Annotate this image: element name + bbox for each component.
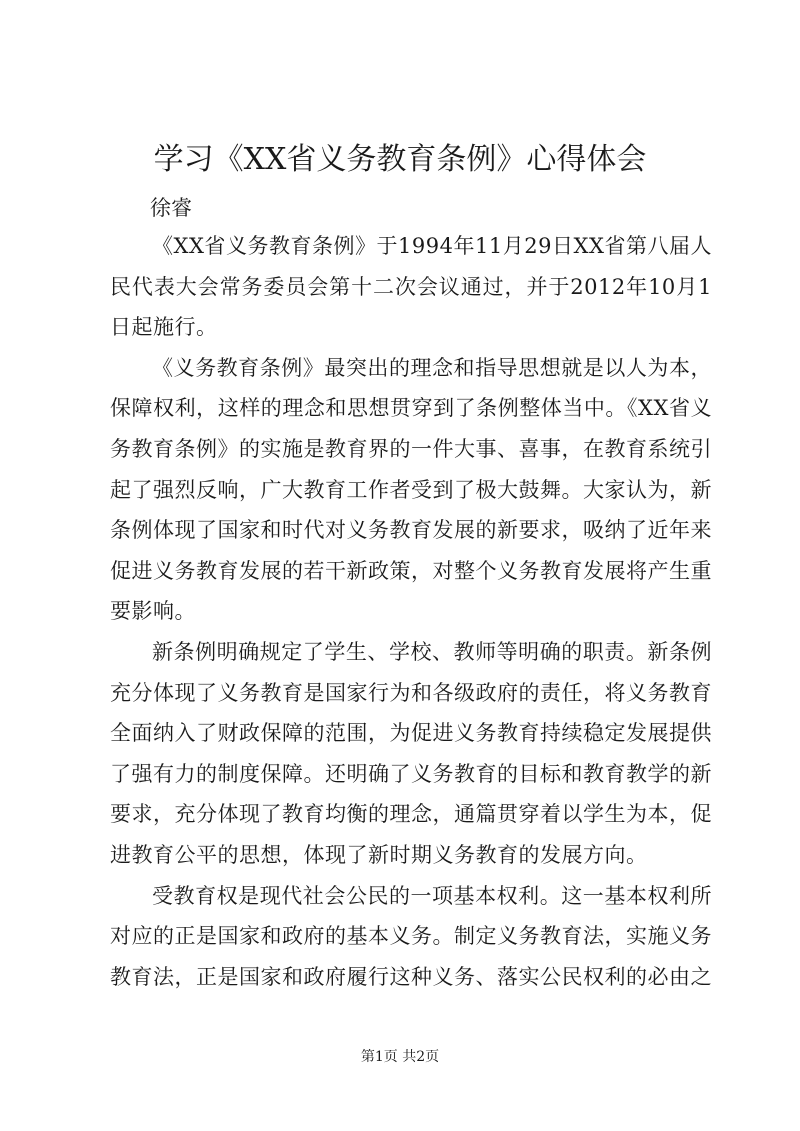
paragraph: 《XX省义务教育条例》于1994年11月29日XX省第八届人民代表大会常务委员会第十二次会议通过，并于2012年10月1日起施行。 (110, 234, 712, 340)
page-footer: 第1页 共2页 (360, 1049, 440, 1065)
document-title: 学习《XX省义务教育条例》心得体会 (153, 142, 647, 177)
paragraph: 新条例明确规定了学生、学校、教师等明确的职责。新条例充分体现了义务教育是国家行为和各级政府的责任，将义务教育全面纳入了财政保障的范围，为促进义务教育持续稳定发展提供了强有力的制度保障。还明确了义务教育的目标和教育教学的新要求，充分体现了教育均衡的理念，通篇贯穿着以学生为本，促进教育公平的思想，体现了新时期义务教育的发展方向。 (110, 639, 712, 867)
author-name: 徐睿 (150, 196, 192, 220)
document-body (110, 226, 712, 997)
paragraph: 《义务教育条例》最突出的理念和指导思想就是以人为本，保障权利，这样的理念和思想贯穿到了条例整体当中。《XX省义务教育条例》的实施是教育界的一件大事、喜事，在教育系统引起了强烈反响，广大教育工作者受到了极大鼓舞。大家认为，新条例体现了国家和时代对义务教育发展的新要求，吸纳了近年来促进义务教育发展的若干新政策，对整个义务教育发展将产生重要影响。 (110, 355, 712, 624)
paragraph: 受教育权是现代社会公民的一项基本权利。这一基本权利所对应的正是国家和政府的基本义务。制定义务教育法，实施义务教育法，正是国家和政府履行这种义务、落实公民权利的必由之 (110, 883, 712, 989)
